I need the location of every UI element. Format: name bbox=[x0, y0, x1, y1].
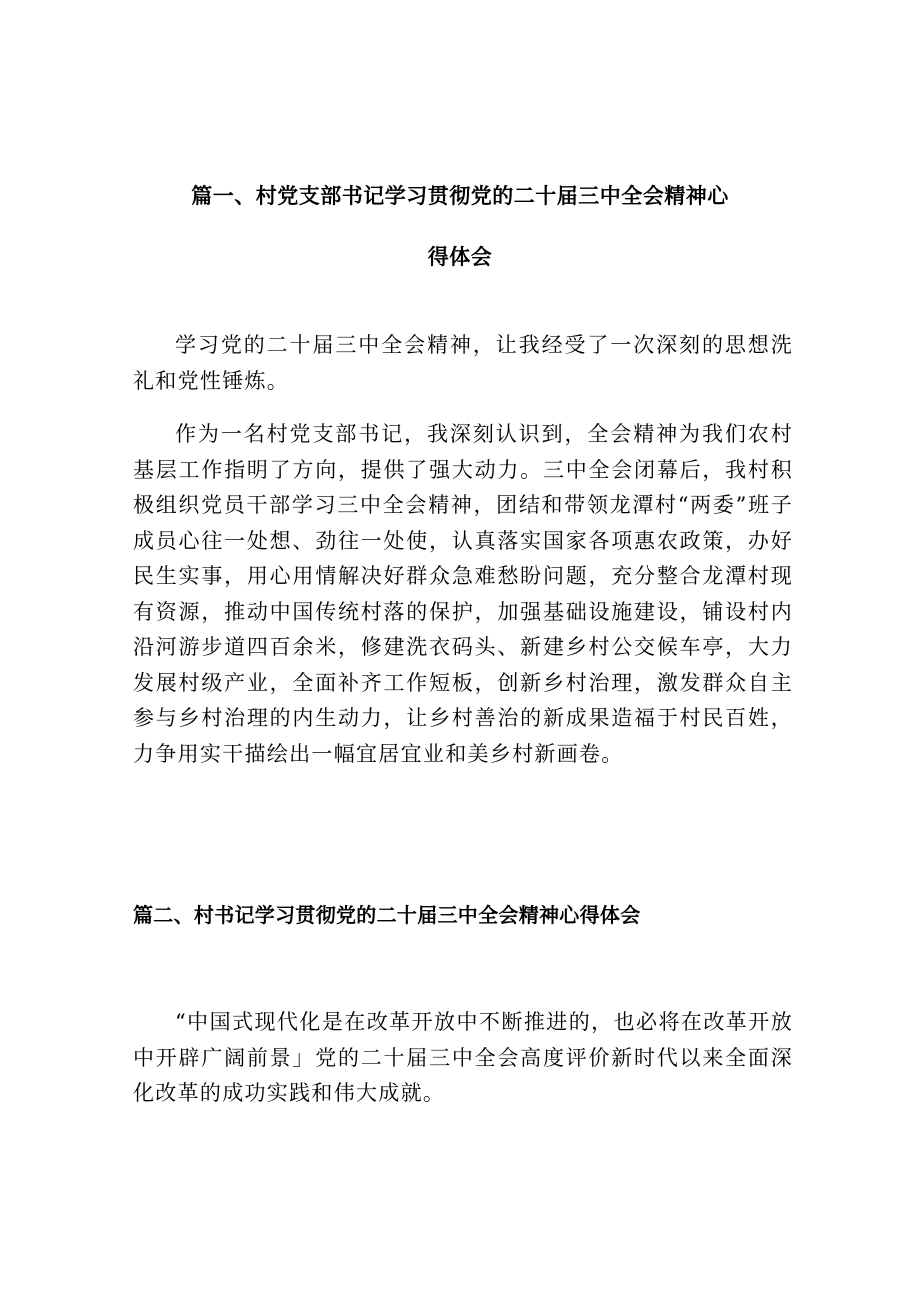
section2-title: 篇二、村书记学习贯彻党的二十届三中全会精神心得体会 bbox=[133, 903, 641, 927]
section1-title bbox=[133, 166, 787, 288]
section1-paragraph-2: 作为一名村党支部书记，我深刻认识到，全会精神为我们农村基层工作指明了方向，提供了强大动力。三中全会闭幕后，我村积极组织党员干部学习三中全会精神，团结和带领龙潭村“两委”班子成员心往一处想、劲往一处使，认真落实国家各项惠农政策，办好民生实事，用心用情解决好群众急难愁盼问题，充分整合龙潭村现有资源，推动中国传统村落的保护，加强基础设施建设，铺设村内沿河游步道四百余米，修建洗衣码头、新建乡村公交候车亭，大力发展村级产业，全面补齐工作短板，创新乡村治理，激发群众自主参与乡村治理的内生动力，让乡村善治的新成果造福于村民百姓，力争用实干描绘出一幅宜居宜业和美乡村新画卷。 bbox=[133, 422, 793, 766]
section2-paragraph-1: “中国式现代化是在改革开放中不断推进的，也必将在改革开放中开辟广阔前景」党的二十届三中全会高度评价新时代以来全面深化改革的成功实践和伟大成就。 bbox=[133, 1010, 793, 1105]
section1-paragraph-2-block bbox=[133, 417, 793, 772]
section1-paragraph-1: 学习党的二十届三中全会精神，让我经受了一次深刻的思想洗礼和党性锤炼。 bbox=[133, 333, 793, 393]
section1-paragraph-1-block bbox=[133, 328, 793, 399]
section1-title-line2: 得体会 bbox=[427, 245, 493, 269]
section2-paragraph-1-block bbox=[133, 1005, 793, 1112]
section1-title-line1: 篇一、村党支部书记学习贯彻党的二十届三中全会精神心 bbox=[191, 184, 729, 208]
